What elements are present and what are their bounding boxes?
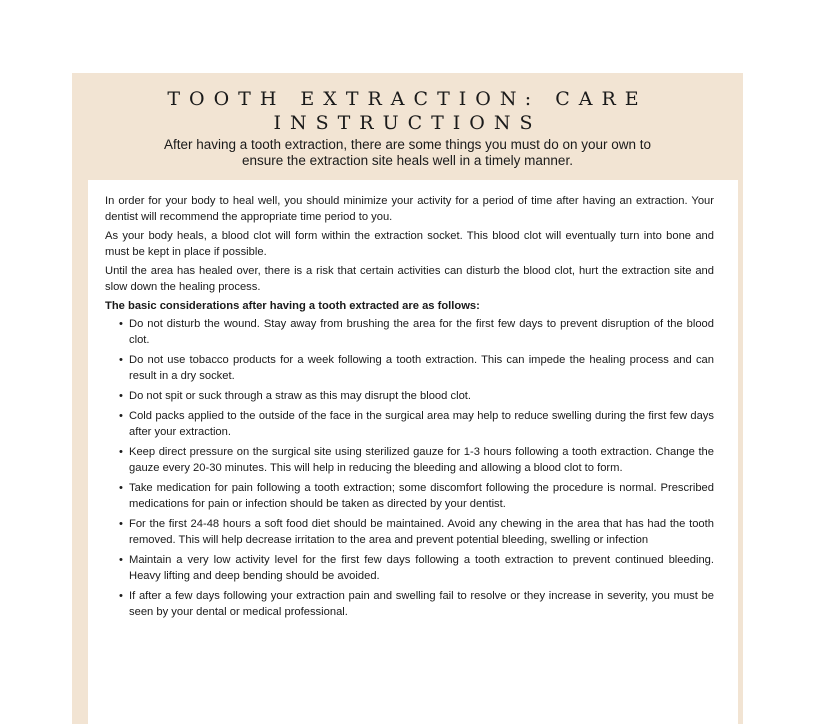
list-item xyxy=(119,480,714,512)
paragraph: In order for your body to heal well, you should minimize your activity for a period of time after having an extraction. Your dentist will recommend the appropriate time period to you. xyxy=(105,195,714,223)
bullet-icon: • xyxy=(119,354,123,366)
list-item-text: Do not spit or suck through a straw as this may disrupt the blood clot. xyxy=(129,390,472,402)
list-item xyxy=(119,388,714,404)
list-item-text: Take medication for pain following a tooth extraction; some discomfort following the procedure is normal. Prescribed medications for pain or infection should be taken as directed by your dentist. xyxy=(129,482,714,510)
bullet-icon: • xyxy=(119,410,123,422)
paragraph: Until the area has healed over, there is a risk that certain activities can disturb the blood clot, hurt the extraction site and slow down the healing process. xyxy=(105,265,714,293)
list-item xyxy=(119,316,714,348)
list-item xyxy=(119,408,714,440)
bullet-icon: • xyxy=(119,554,123,566)
bullet-icon: • xyxy=(119,390,123,402)
care-instructions-panel xyxy=(72,73,743,724)
list-heading: The basic considerations after having a tooth extracted are as follows: xyxy=(105,300,480,312)
bullet-icon: • xyxy=(119,518,123,530)
bullet-icon: • xyxy=(119,446,123,458)
list-item xyxy=(119,516,714,548)
list-item xyxy=(119,444,714,476)
list-item-text: For the first 24-48 hours a soft food diet should be maintained. Avoid any chewing in the area that has had the tooth removed. This will help decrease irritation to the area and prevent potential bleeding, swelling or infection xyxy=(129,518,714,546)
list-item-text: Keep direct pressure on the surgical site using sterilized gauze for 1-3 hours following a tooth extraction. Change the gauze every 20-30 minutes. This will help in reducing the bleeding and allowing a blood clot to form. xyxy=(129,446,714,474)
list-item xyxy=(119,552,714,584)
bullet-icon: • xyxy=(119,482,123,494)
list-item-text: Do not disturb the wound. Stay away from brushing the area for the first few days to prevent disruption of the blood clot. xyxy=(129,318,714,346)
care-list xyxy=(105,316,714,620)
list-item-text: Cold packs applied to the outside of the face in the surgical area may help to reduce swelling during the first few days after your extraction. xyxy=(129,410,714,438)
page-subtitle: After having a tooth extraction, there are some things you must do on your own to ensure the extraction site heals well in a timely manner. xyxy=(163,137,652,168)
bullet-icon: • xyxy=(119,318,123,330)
list-item xyxy=(119,352,714,384)
list-item-text: Do not use tobacco products for a week following a tooth extraction. This can impede the healing process and can result in a dry socket. xyxy=(129,354,714,382)
bullet-icon: • xyxy=(119,590,123,602)
paragraph: As your body heals, a blood clot will form within the extraction socket. This blood clot will eventually turn into bone and must be kept in place if possible. xyxy=(105,230,714,258)
page-title: TOOTH EXTRACTION: CARE INSTRUCTIONS xyxy=(167,88,648,134)
list-item-text: Maintain a very low activity level for the first few days following a tooth extraction to prevent continued bleeding. Heavy lifting and deep bending should be avoided. xyxy=(129,554,714,582)
document-body xyxy=(105,193,714,624)
list-item xyxy=(119,588,714,620)
content-card xyxy=(88,180,738,724)
list-item-text: If after a few days following your extraction pain and swelling fail to resolve or they increase in severity, you must be seen by your dental or medical professional. xyxy=(129,590,714,618)
